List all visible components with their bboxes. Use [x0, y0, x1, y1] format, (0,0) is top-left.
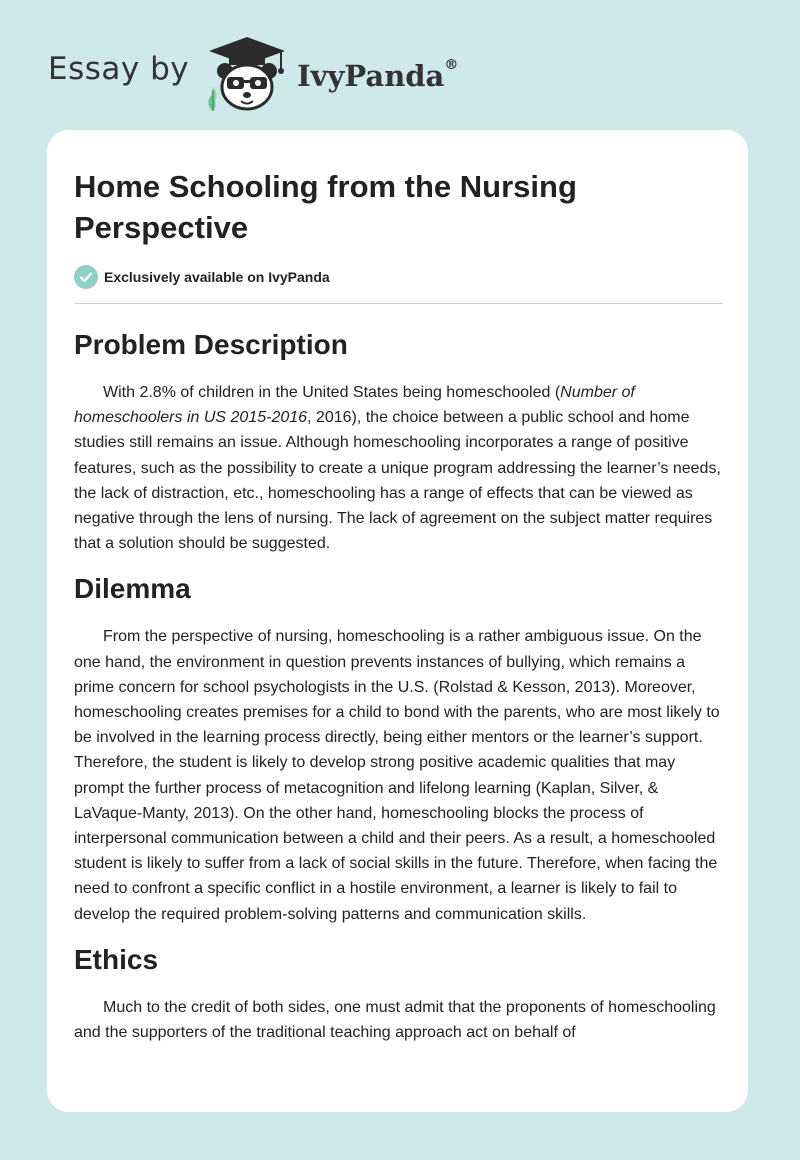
exclusive-text: Exclusively available on IvyPanda — [104, 269, 330, 285]
section-heading-problem: Problem Description — [74, 329, 348, 360]
essay-card — [47, 130, 748, 1112]
page-title: Home Schooling from the Nursing Perspective — [74, 169, 577, 245]
panda-graduate-logo-icon — [203, 35, 291, 113]
exclusive-badge — [74, 265, 721, 289]
brand-prefix: Essay by — [48, 51, 190, 87]
section-paragraph-problem: With 2.8% of children in the United States being homeschooled (Number of homeschoolers in US 2015-2016, 2016), the choice between a public school and home studies still remains an issue. Although homeschooling incorporates a range of positive features, such as the possibility to create a unique program addressing the learner’s needs, the lack of distraction, etc., homeschooling has a range of effects that can be viewed as negative through the lens of nursing. The lack of agreement on the subject matter requires that a solution should be suggested. — [74, 384, 721, 553]
checkmark-icon — [74, 265, 98, 289]
section-paragraph-ethics: Much to the credit of both sides, one must admit that the proponents of homeschooling and the supporters of the traditional teaching approach act on behalf of — [74, 998, 716, 1042]
section-heading-ethics: Ethics — [74, 943, 159, 975]
section-heading-dilemma: Dilemma — [74, 573, 191, 605]
divider — [74, 303, 723, 304]
section-paragraph-dilemma: From the perspective of nursing, homeschooling is a rather ambiguous issue. On the one hand, the environment in question prevents instances of bullying, which remains a prime concern for school psychologists in the U.S. (Rolstad & Kesson, 2013). Moreover, homeschooling creates premises for a child to bond with the parents, who are most likely to be involved in the learning process directly, being either mentors or the learner’s support. Therefore, the student is likely to develop strong positive academic qualities that may prompt the further process of metacognition and lifelong learning (Kaplan, Silver, & LaVaque-Manty, 2013). On the other hand, homeschooling blocks the process of interpersonal communication between a child and their peers. As a result, a homeschooled student is likely to suffer from a lack of social skills in the future. Therefore, when facing the need to confront a specific conflict in a hostile environment, a learner is likely to fail to develop the required problem-solving patterns and communication skills. — [74, 628, 720, 923]
brand-name: IvyPanda® — [297, 57, 459, 93]
brand-header — [48, 34, 508, 114]
